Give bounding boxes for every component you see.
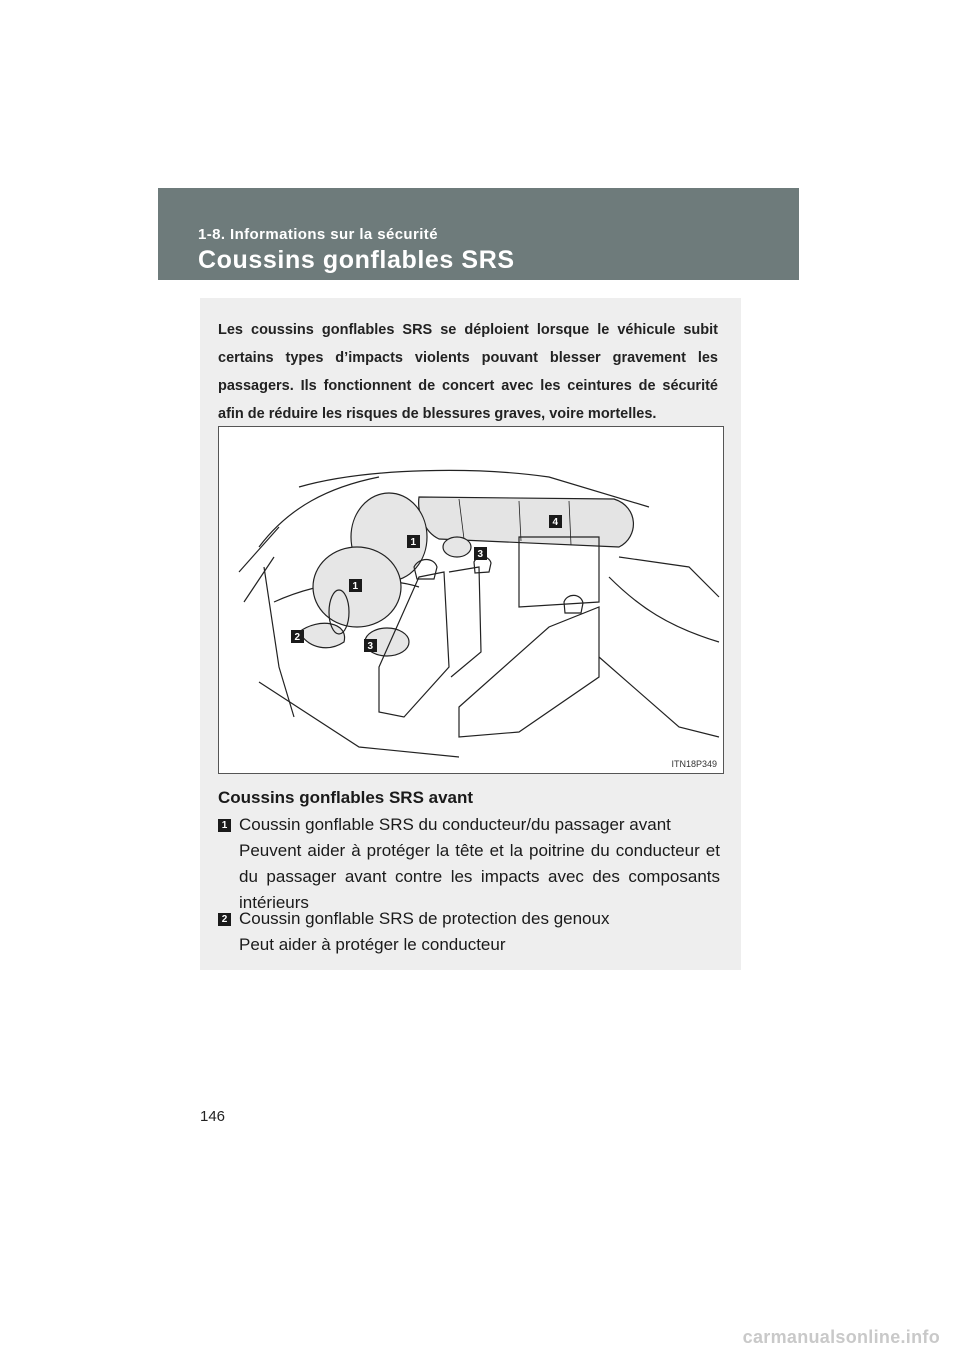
callout-2-text: 2 <box>294 632 301 643</box>
figure-code: ITN18P349 <box>671 759 717 769</box>
content-panel <box>200 298 741 970</box>
item-description: Peut aider à protéger le conducteur <box>239 935 506 954</box>
item-description: Peuvent aider à protéger la tête et la poitrine du conducteur et du passager avant contre les impacts avec des composants intérieurs <box>239 841 720 912</box>
section-header <box>158 188 799 280</box>
callout-2 <box>291 630 304 643</box>
callout-3b <box>474 547 487 560</box>
watermark: carmanualsonline.info <box>742 1327 940 1347</box>
item-badge: 1 <box>218 819 231 832</box>
callout-3a-text: 3 <box>367 641 374 652</box>
callout-1b-text: 1 <box>352 581 359 592</box>
list-item <box>218 906 720 958</box>
item-label: Coussin gonflable SRS du conducteur/du passager avant <box>239 815 671 834</box>
section-label: 1-8. Informations sur la sécurité <box>198 226 438 243</box>
callout-4-text: 4 <box>552 517 559 528</box>
sub-heading: Coussins gonflables SRS avant <box>218 788 474 807</box>
callout-3b-text: 3 <box>477 549 484 560</box>
page-number: 146 <box>200 1108 226 1125</box>
airbag-illustration <box>218 426 724 774</box>
page-title: Coussins gonflables SRS <box>198 246 515 274</box>
callout-3a <box>364 639 377 652</box>
item-label: Coussin gonflable SRS de protection des genoux <box>239 909 610 928</box>
intro-paragraph: Les coussins gonflables SRS se déploient lorsque le véhicule subit certains types d’impacts violents pouvant blesser gravement les passagers. Ils fonctionnent de concert avec les ceintures de sécurité afin de réduire les risques de blessures graves, voire mortelles. <box>218 322 718 422</box>
callout-1b <box>349 579 362 592</box>
callout-4 <box>549 515 562 528</box>
list-item <box>218 812 720 916</box>
item-badge: 2 <box>218 913 231 926</box>
car-interior-drawing <box>219 427 723 773</box>
callout-1a <box>407 535 420 548</box>
callout-1a-text: 1 <box>410 537 417 548</box>
